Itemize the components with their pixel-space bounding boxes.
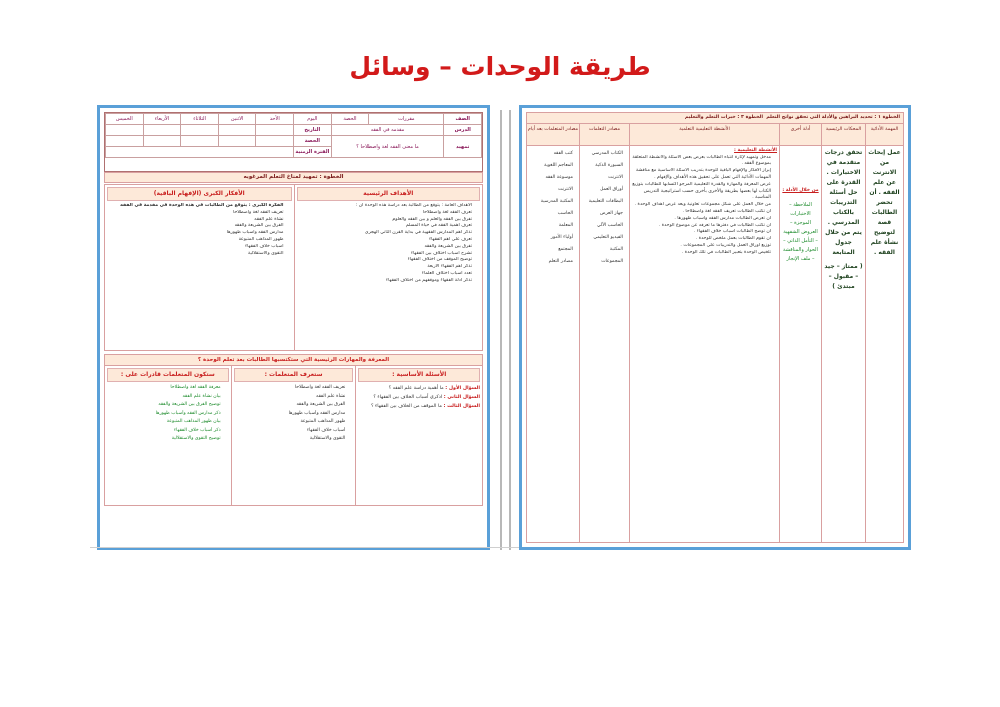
source-item: • الانترنت (580, 172, 623, 184)
activities-head: الأنشطة التعليمية : (734, 148, 777, 153)
knowledge-item: • تعريف الفقه لغة واصطلاحا (234, 384, 346, 393)
source-item: • المكتبة (580, 244, 623, 256)
activity-item: • توزيع أوراق العمل والتدريبات على المجموعات . (632, 243, 771, 250)
big-idea-item: • أسباب خلاف الفقهاء (107, 244, 284, 251)
knowledge-item: • الفرق بين الشريعة والفقه (234, 401, 346, 410)
task-text: عمل إبحاث من الانترنت عن علم الفقه . أن تحضر الطالبات قصة لتوضيح نشأة علم الفقه . (868, 149, 901, 256)
skill-item: • توضيح الفرق بين الشريعة والفقه (107, 401, 221, 410)
knowledge-head: ستعرف المتعلمات : (234, 368, 354, 382)
goal-item: • تعرف الفقه لغة واصطلاحا (297, 210, 473, 217)
source-item: • المجموعات (580, 256, 623, 268)
goal-item: • تذكر أهم الفقهاء الأربعة (297, 264, 473, 271)
period-label: الفترة الزمنية (294, 147, 332, 158)
big-idea-item: • التقوى والاستقلالية (107, 251, 284, 258)
knowledge-item: • مدارس الفقه وأسباب ظهورها (234, 410, 346, 419)
skill-item: • ذكر مدارس الفقه وأسباب ظهورها (107, 410, 221, 419)
knowledge-item: • نشأة علم الفقه (234, 393, 346, 402)
source2-item: • المكتبة المدرسية (527, 196, 573, 208)
col-head: المحكات الرئيسية (822, 124, 865, 146)
rating-text: ( ممتاز – جيد – مقبول – مبتدئ ) (824, 263, 863, 290)
goal-item: • تعرف أهمية الفقه في حياة المسلم (297, 223, 473, 230)
activity-item: • أن تعرض الطالبات مدارس الفقه وأسباب ظهورها . (632, 216, 771, 223)
activities-column (629, 124, 779, 542)
source-item: • الفيديو التعليمي (580, 232, 623, 244)
left-page (97, 105, 490, 550)
questions-head: الأسئلة الأساسية : (358, 368, 480, 382)
goals-column (294, 185, 483, 350)
source-item: • الحاسب الآلي (580, 220, 623, 232)
source2-item: • المجتمع (527, 244, 573, 256)
col-head: المهمة الأدائية (866, 124, 903, 146)
source2-item: • موسوعة الفقه (527, 172, 573, 184)
activity-item: • مدخل وتمهيد لإثارة انتباه الطالبات بعرض بعض الأسئلة والأنشطة المتعلقة بموضوع الفقه . (632, 155, 771, 169)
page-title: طريقة الوحدات – وسائل (349, 52, 651, 81)
knowledge-skills-section (104, 354, 483, 506)
activity-item: • أن تكتب الطالبات تعريف الفقه لغة واصطلاحا . (632, 209, 771, 216)
goal-item: • توضيح الموقف من اختلاف الفقهاء (297, 257, 473, 264)
source2-item: • الحاسب (527, 208, 573, 220)
questions-column (356, 366, 482, 505)
prelude-value: ما معنى الفقه لغة واصطلاحا ؟ (331, 136, 444, 158)
question-item: السؤال الثالث : ما الموقف من الخلاف بين الفقهاء ؟ (370, 404, 480, 409)
goal-item: • تعرف على أهم الفقهاء (297, 237, 473, 244)
criteria-text: تحقق درجات متقدمة في الاختبارات . القدرة على حل أسئلة التدريبات بالكتاب المدرسي . يتم من خلال جدول المتابعة (824, 149, 863, 256)
question-item: السؤال الأول : ما أهمية دراسة علم الفقه ؟ (388, 386, 480, 391)
source2-item: • كتب الفقه (527, 148, 573, 160)
skill-item: • بيان نشأة علم الفقه (107, 393, 221, 402)
col-head: مصادر التعلمات (580, 124, 629, 146)
step-mid: الخطوة ٣ : خبرات التعلم والتعليم (684, 115, 763, 120)
goal-item: • تذكر ادلة الفقهاء وموقفهم من اختلاف الفقهاء (297, 278, 473, 285)
activity-item: • من خلال العمل على شكل مجموعات تعاونية وبعد عرض أهداف الوحدة . (632, 202, 771, 209)
col-head: أدلة أخرى (780, 124, 821, 146)
lesson-label: الدرس (444, 125, 482, 136)
other-evidence-column (779, 124, 821, 542)
activity-item: • تلخيص الوحدة بتعبير الطالبات في تلك الوحدة . (632, 250, 771, 257)
goal-item: • تذكر أهم المدارس الفقهية في بداية القرن الثاني الهجري (297, 230, 473, 237)
col-head: مصادر المتعلمات بعد أيام (527, 124, 579, 146)
knowledge-column (231, 366, 357, 505)
big-idea-item: • الفرق بين الشريعة والفقه (107, 223, 284, 230)
task-column (865, 124, 903, 542)
page-divider-left (500, 110, 502, 550)
big-idea-item: • ظهور المذاهب المتبوعة (107, 237, 284, 244)
source-item: • أوراق العمل (580, 184, 623, 196)
goal-item: • الأهداف العامة : يتوقع من الطالبة بعد دراسة هذه الوحدة أن : (297, 203, 473, 210)
skills-head: ستكون المتعلمات قادرات على : (107, 368, 229, 382)
grade-label: الصف (444, 114, 482, 125)
source2-item: • أولياء الأمور (527, 232, 573, 244)
big-idea-item: • الفكرة الكبرى : يتوقع من الطالبات في هذه الوحدة في مقدمة في الفقه (107, 203, 284, 210)
activity-item: • إبراز الأفكار والإفهام الباقية للوحدة بتدريب الأسئلة الأساسية مع مناقشة المهمات الأدائية التي تعمل على تحقيق هذه الأهداف والإفهام . (632, 168, 771, 182)
prelude-label: تمهيد (444, 136, 482, 158)
skills-column (105, 366, 231, 505)
skill-item: • بيان ظهور المذاهب المتبوعة (107, 418, 221, 427)
step-header (527, 113, 903, 124)
source2-item: • المعلمة (527, 220, 573, 232)
other-evidence: الملاحظة – الاختبارات الموجزة – العروض الشفهية – التأمل الذاتي – الحوار والمناقشة – ملف الإنجاز (783, 201, 818, 262)
source2-item: • الانترنت (527, 184, 573, 196)
goal-item: • تعدد أسباب اختلاف العلماء (297, 271, 473, 278)
source-item: • جهاز العرض (580, 208, 623, 220)
source-item: • البطاقات التعليمية (580, 196, 623, 208)
skill-item: • توضيح التقوى والاستقلالية (107, 435, 221, 444)
knowledge-item: • أسباب خلاف الفقهاء (234, 427, 346, 436)
big-ideas-head: الأفكار الكبرى (الإفهام الباقية) (107, 187, 292, 201)
goal-item: • تفرق بين الفقه والعلم و بين الفقه والعلوم (297, 217, 473, 224)
right-page (519, 105, 911, 550)
big-idea-item: • تعريف الفقه لغة واصطلاحا (107, 210, 284, 217)
course-label: مقررات (369, 114, 444, 125)
skill-item: • ذكر أسباب خلاف الفقهاء (107, 427, 221, 436)
activity-item: • أن تكتب الطالبات في دفترها ما تعرفه عن موضوع الوحدة . (632, 223, 771, 230)
sources2-column (527, 124, 579, 542)
source-item: • الكتاب المدرسي (580, 148, 623, 160)
other-head: من خلال الأدلة : (782, 188, 819, 193)
day-cell-4: الثلاثاء (181, 114, 219, 125)
day-cell-3: الاثنين (218, 114, 256, 125)
day-cell-5: الأربعاء (143, 114, 181, 125)
big-idea-item: • نشأة علم الفقه (107, 217, 284, 224)
day-cell-2: الأحد (256, 114, 294, 125)
goal-item: • تفرق بين الشريعة والفقه (297, 244, 473, 251)
day-cell-0: الحصة (331, 114, 369, 125)
class-label: الحصة (294, 136, 332, 147)
skill-item: • معرفة الفقه لغة واصطلاحا (107, 384, 221, 393)
knowledge-item: • التقوى والاستقلالية (234, 435, 346, 444)
goals-section (104, 184, 483, 351)
big-ideas-column (105, 185, 294, 350)
section2-bar: المعرفة والمهارات الرئيسية التي ستكتسبها الطالبات بعد تعلم الوحدة ؟ (105, 355, 482, 366)
question-item: السؤال الثاني : اذكري أسباب الخلاف بين الفقهاء ؟ (373, 395, 480, 400)
lesson-value: مقدمه في الفقه (331, 125, 444, 136)
step-right: الخطوة ١ : تحديد البراهين والأدلة التي تحقق نواتج التعلم (766, 115, 900, 120)
header-grid (104, 112, 483, 172)
goal-item: • تشرح أسباب اختلاف بين الفقهاء (297, 251, 473, 258)
big-idea-item: • مدارس الفقه وأسباب ظهورها (107, 230, 284, 237)
goals-head: الأهداف الرئيسية (297, 187, 481, 201)
date-label: التاريخ (294, 125, 332, 136)
criteria-column (821, 124, 865, 542)
day-cell-6: الخميس (106, 114, 144, 125)
source2-item: • مصادر التعلم (527, 256, 573, 268)
step-bar: الخطوة : تمهيد لمناخ التعلم المرغوبه (104, 172, 483, 183)
source-item: • السبورة الذكية (580, 160, 623, 172)
source2-item: • المعاجم اللغوية (527, 160, 573, 172)
sources-column (579, 124, 629, 542)
activity-item: • عرض المعرفة والمهارة والقدرة التعليمية المرجو اكتسابها للطالبات بتوزيع الكتاب لها بعضها بطريقة والأخرى بأخرى حسب استراتيجية التدريس المناسبة . (632, 182, 771, 202)
activity-item: • أن توضح الطالبات أسباب خلاف الفقهاء . (632, 229, 771, 236)
plan-table (526, 112, 904, 543)
col-head: الأنشطة التعليمية التعلمية (630, 124, 779, 146)
activity-item: • أن تقوم الطالبات بعمل ملخص للوحدة . (632, 236, 771, 243)
knowledge-item: • ظهور المذاهب المتبوعة (234, 418, 346, 427)
page-divider-right (509, 110, 511, 550)
day-cell-1: اليوم (294, 114, 332, 125)
